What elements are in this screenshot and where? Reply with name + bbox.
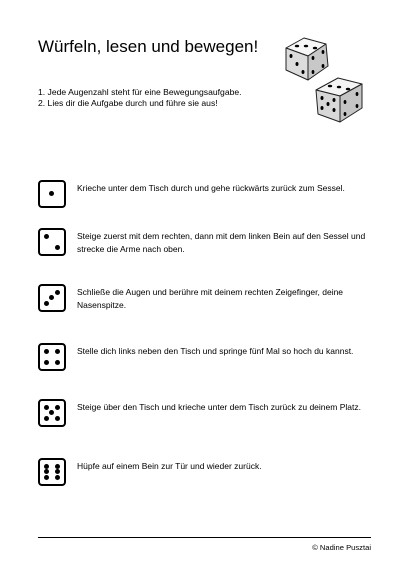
die-pip xyxy=(49,410,54,415)
dice-illustration-icon xyxy=(280,34,370,126)
die-illustration-lower xyxy=(316,78,362,122)
die-pip xyxy=(44,416,49,421)
page-title: Würfeln, lesen und bewegen! xyxy=(38,37,259,56)
die-three-icon xyxy=(38,284,66,312)
die-six-icon xyxy=(38,458,66,486)
die-pip xyxy=(44,464,49,469)
die-one-icon xyxy=(38,180,66,208)
die-pip xyxy=(49,295,54,300)
die-pip xyxy=(49,191,54,196)
die-pip xyxy=(55,349,60,354)
die-pip xyxy=(55,405,60,410)
task-text: Stelle dich links neben den Tisch und springe fünf Mal so hoch du kannst. xyxy=(77,346,354,356)
die-pip xyxy=(55,245,60,250)
die-pip xyxy=(44,469,49,474)
die-pip xyxy=(44,360,49,365)
die-pip xyxy=(55,475,60,480)
task-row xyxy=(38,180,368,220)
die-pip xyxy=(55,464,60,469)
die-four-icon xyxy=(38,343,66,371)
die-pip xyxy=(55,416,60,421)
die-pip xyxy=(44,405,49,410)
task-text: Steige über den Tisch und krieche unter dem Tisch zurück zu deinem Platz. xyxy=(77,402,361,412)
die-illustration-upper xyxy=(286,38,328,80)
task-row xyxy=(38,284,368,324)
die-pip xyxy=(44,301,49,306)
die-pip xyxy=(55,360,60,365)
die-five-icon xyxy=(38,399,66,427)
task-row xyxy=(38,343,368,383)
instructions xyxy=(38,87,278,109)
die-two-icon xyxy=(38,228,66,256)
task-row xyxy=(38,399,368,439)
task-text: Steige zuerst mit dem rechten, dann mit dem linken Bein auf den Sessel und strecke die Arme nach oben. xyxy=(77,231,366,254)
instruction-line: 2. Lies dir die Aufgabe durch und führe sie aus! xyxy=(38,98,218,108)
instruction-line: 1. Jede Augenzahl steht für eine Bewegungsaufgabe. xyxy=(38,87,242,97)
task-text: Schließe die Augen und berühre mit deinem rechten Zeigefinger, deine Nasenspitze. xyxy=(77,287,344,310)
die-pip xyxy=(55,290,60,295)
footer-divider xyxy=(38,537,371,538)
die-pip xyxy=(44,349,49,354)
task-text: Hüpfe auf einem Bein zur Tür und wieder zurück. xyxy=(77,461,262,471)
task-row xyxy=(38,228,368,268)
task-row xyxy=(38,458,368,498)
die-pip xyxy=(44,234,49,239)
die-pip xyxy=(55,469,60,474)
task-text: Krieche unter dem Tisch durch und gehe rückwärts zurück zum Sessel. xyxy=(77,183,345,193)
copyright-text: © Nadine Pusztai xyxy=(312,543,371,552)
die-pip xyxy=(44,475,49,480)
